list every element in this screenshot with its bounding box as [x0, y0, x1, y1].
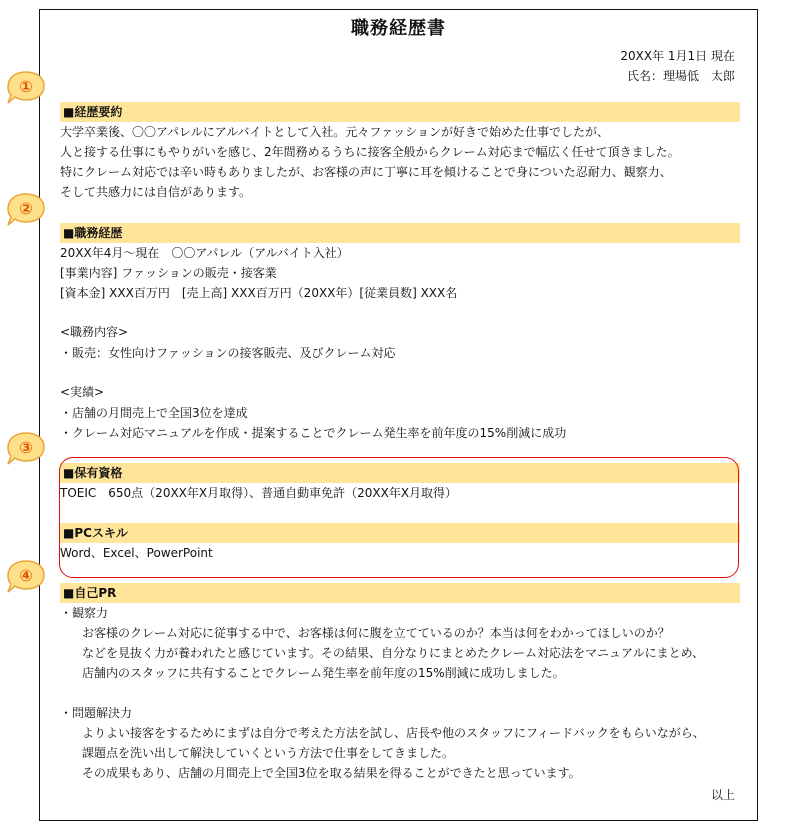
highlight-box	[59, 457, 739, 578]
pr-point-title: ・観察力	[60, 606, 109, 620]
summary-line: 人と接する仕事にもやりがいを感じ、2年間務めるうちに接客全般からクレーム対応まで幅広く任せて頂きました。	[60, 145, 680, 159]
callout-badge-number: ③	[19, 438, 33, 457]
section-heading-history: ■職務経歴	[60, 223, 740, 243]
callout-badge-number: ①	[19, 77, 33, 96]
history-period: 20XX年4月～現在 〇〇アパレル（アルバイト入社）	[60, 246, 349, 260]
resume-document	[39, 9, 758, 821]
summary-line: 大学卒業後、〇〇アパレルにアルバイトとして入社。元々ファッションが好きで始めた仕事でしたが、	[60, 125, 609, 139]
history-business: [事業内容] ファッションの販売・接客業	[60, 266, 277, 280]
pr-point-title: ・問題解決力	[60, 706, 133, 720]
results-heading: <実績>	[60, 385, 105, 399]
pr-point-line: 課題点を洗い出して解決していくという方法で仕事をしてきました。	[82, 746, 455, 760]
callout-badge-number: ④	[19, 566, 33, 585]
pr-point-line: その成果もあり、店舗の月間売上で全国3位を取る結果を得ることができたと思っています。	[82, 766, 581, 780]
closing-text: 以上	[710, 788, 735, 802]
pr-point-line: 店舗内のスタッフに共有することでクレーム発生率を前年度の15%削減に成功しました。	[82, 666, 565, 680]
document-date: 20XX年 1月1日 現在	[620, 49, 735, 63]
section-heading-qualifications: ■保有資格	[60, 463, 740, 483]
duties-item: ・販売：女性向けファッションの接客販売、及びクレーム対応	[60, 346, 396, 360]
qualifications-text: TOEIC 650点（20XX年X月取得）、普通自動車免許（20XX年X月取得）	[60, 486, 458, 500]
callout-badge-number: ②	[19, 199, 33, 218]
duties-heading: <職務内容>	[60, 325, 129, 339]
callout-badge	[4, 431, 48, 465]
pr-point-line: などを見抜く力が養われたと感じています。その結果、自分なりにまとめたクレーム対応法をマニュアルにまとめ、	[82, 646, 705, 660]
document-title: 職務経歴書	[351, 18, 446, 39]
section-heading-summary: ■経歴要約	[60, 102, 740, 122]
pr-point-line: お客様のクレーム対応に従事する中で、お客様は何に腹を立てているのか？本当は何をわかってほしいのか？	[82, 626, 670, 640]
results-item: ・クレーム対応マニュアルを作成・提案することでクレーム発生率を前年度の15%削減に成功	[60, 426, 567, 440]
callout-badge	[4, 192, 48, 226]
summary-line: 特にクレーム対応では辛い時もありましたが、お客様の声に丁寧に耳を傾けることで身についた忍耐力、観察力、	[60, 165, 672, 179]
callout-badge	[4, 70, 48, 104]
pr-point-line: よりよい接客をするためにまずは自分で考えた方法を試し、店長や他のスタッフにフィードバックをもらいながら、	[82, 726, 705, 740]
applicant-name: 氏名：理場低 太郎	[626, 69, 735, 83]
callout-badge	[4, 559, 48, 593]
section-heading-pc-skills: ■PCスキル	[60, 523, 740, 543]
results-item: ・店舗の月間売上で全国3位を達成	[60, 406, 248, 420]
summary-line: そして共感力には自信があります。	[60, 185, 252, 199]
history-capital: [資本金] XXX百万円 [売上高] XXX百万円（20XX年）[従業員数] XXX名	[60, 286, 458, 300]
pc-skills-text: Word、Excel、PowerPoint	[60, 546, 213, 560]
section-heading-self-pr: ■自己PR	[60, 583, 740, 603]
